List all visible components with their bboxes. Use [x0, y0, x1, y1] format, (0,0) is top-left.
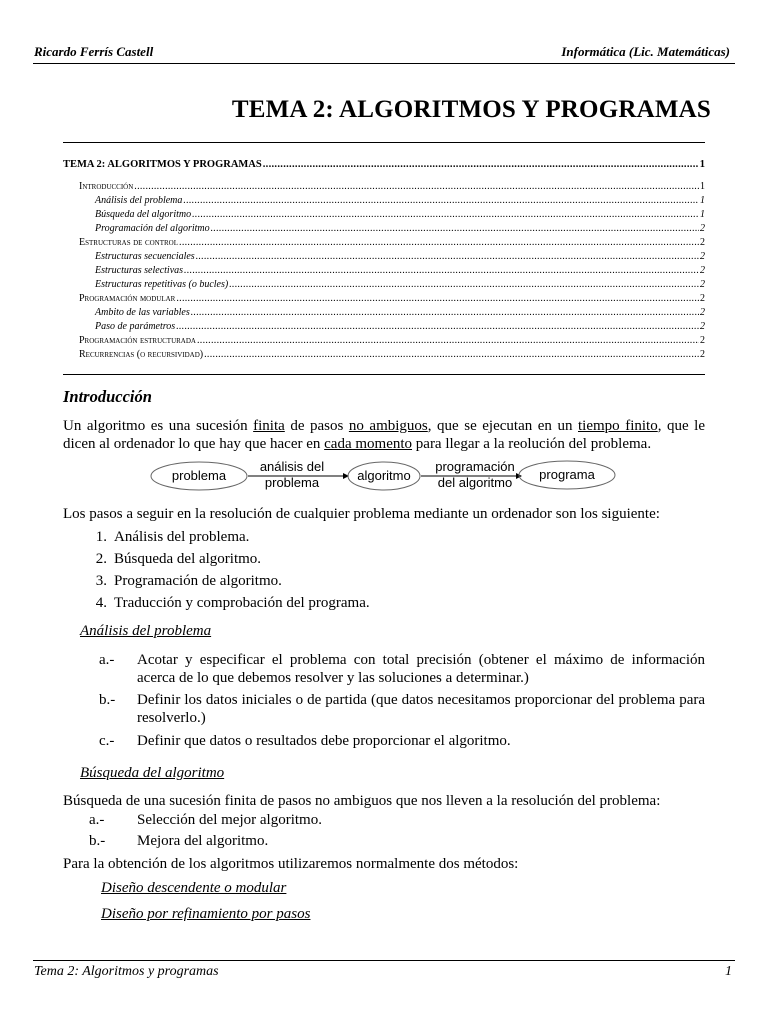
toc-leader-dots [179, 236, 699, 250]
toc-entry-page: 2 [700, 349, 705, 360]
toc-entry[interactable] [63, 194, 705, 208]
toc-entry[interactable] [63, 348, 705, 362]
toc-leader-dots [204, 348, 699, 362]
diagram-arrow1-bottom-label: problema [264, 475, 320, 490]
underlined-term: no ambiguos [348, 418, 428, 434]
toc-leader-dots [229, 278, 699, 292]
toc-entry-page: 2 [700, 251, 705, 262]
item-marker: a.- [89, 812, 105, 828]
diagram-arrow2-bottom-label: del algoritmo [437, 475, 513, 490]
text-run: de pasos [284, 418, 349, 434]
item-text: Mejora del algoritmo. [137, 833, 269, 849]
intro-paragraph [63, 418, 705, 453]
toc-entry[interactable] [63, 236, 705, 250]
footer-page-number: 1 [725, 964, 732, 979]
toc-entry-page: 1 [699, 159, 705, 170]
text-run: , que se ejecutan en un [427, 418, 578, 434]
subsection-heading-analisis: Análisis del problema [80, 623, 212, 639]
toc-entry[interactable] [63, 292, 705, 306]
footer-rule [33, 960, 735, 961]
page-title: TEMA 2: ALGORITMOS Y PROGRAMAS [231, 96, 711, 123]
method-diseno-descendente: Diseño descendente o modular [101, 880, 287, 896]
toc-entry[interactable] [63, 278, 705, 292]
list-item [63, 526, 370, 548]
toc-entry[interactable] [63, 208, 705, 222]
item-text: Selección del mejor algoritmo. [137, 812, 322, 828]
toc-leader-dots [191, 306, 699, 320]
toc-leader-dots [183, 194, 699, 208]
list-number: 4. [95, 595, 107, 611]
busqueda-item-a [89, 812, 695, 830]
toc-rule [63, 374, 705, 375]
toc-entry-page: 1 [700, 195, 705, 206]
toc-entry-label: Programación del algoritmo [95, 223, 210, 234]
algorithm-flow-diagram [148, 454, 620, 498]
diagram-arrow2-top-label: programación [435, 459, 515, 474]
steps-intro: Los pasos a seguir en la resolución de cualquier problema mediante un ordenador son los siguiente: [63, 506, 660, 522]
toc-entry-label: Recurrencias (o recursividad) [79, 349, 204, 360]
steps-list [63, 526, 370, 614]
title-rule [63, 142, 705, 143]
toc-entry-page: 2 [700, 279, 705, 290]
toc-entry[interactable] [63, 264, 705, 278]
toc-leader-dots [192, 208, 699, 222]
busqueda-paragraph: Búsqueda de una sucesión finita de pasos no ambiguos que nos lleven a la resolución del problema: [63, 793, 661, 809]
text-run: Un algoritmo es una sucesión [63, 418, 254, 434]
toc-entry[interactable] [63, 222, 705, 236]
toc-entry-label: Estructuras selectivas [95, 265, 184, 276]
underlined-term: cada momento [324, 435, 413, 452]
toc-entry-page: 2 [700, 265, 705, 276]
toc-entry-label: Estructuras repetitivas (o bucles) [95, 279, 229, 290]
toc-leader-dots [176, 292, 699, 306]
toc-entry-label: Ambito de las variables [95, 307, 190, 318]
item-text: Acotar y especificar el problema con total precisión (obtener el máximo de información acerca de lo que debemos resolver y las soluciones a determinar.) [137, 652, 705, 686]
toc-entry-label: TEMA 2: ALGORITMOS Y PROGRAMAS [63, 159, 262, 170]
toc-leader-dots [176, 320, 699, 334]
item-text: Definir que datos o resultados debe proporcionar el algoritmo. [137, 733, 511, 749]
item-marker: c.- [99, 733, 115, 749]
toc-leader-dots [134, 180, 699, 194]
busqueda-item-b [89, 833, 695, 851]
list-item [63, 570, 370, 592]
list-item [63, 592, 370, 614]
toc-entry[interactable] [63, 334, 705, 348]
underlined-term: tiempo finito [578, 418, 658, 434]
analisis-item-b [99, 692, 705, 727]
toc-entry-label: Análisis del problema [95, 195, 183, 206]
toc-entry-label: Búsqueda del algoritmo [95, 209, 192, 220]
header-rule [33, 63, 735, 64]
toc-entry-page: 2 [700, 293, 705, 304]
toc-entry[interactable] [63, 306, 705, 320]
toc-entry[interactable] [63, 180, 705, 194]
toc-entry-label: Programación modular [79, 293, 176, 304]
method-refinamiento: Diseño por refinamiento por pasos [101, 906, 311, 922]
toc-entry-label: Estructuras de control [79, 237, 179, 248]
analisis-item-a [99, 652, 705, 687]
header-author: Ricardo Ferrís Castell [34, 44, 154, 59]
subsection-heading-busqueda: Búsqueda del algoritmo [80, 765, 225, 781]
text-run: , que le dicen al ordenador lo que hay que hacer en [63, 418, 706, 452]
list-text: Análisis del problema. [114, 529, 250, 545]
item-marker: b.- [99, 692, 116, 708]
list-number: 2. [95, 551, 107, 567]
toc-leader-dots [263, 158, 699, 172]
list-number: 1. [95, 529, 107, 545]
diagram-arrow1-top-label: análisis del [259, 459, 325, 474]
toc-leader-dots [197, 334, 699, 348]
text-run: para llegar a la reolución del problema. [412, 435, 652, 452]
toc-entry-label: Introducción [79, 181, 134, 192]
methods-paragraph: Para la obtención de los algoritmos utilizaremos normalmente dos métodos: [63, 856, 519, 872]
toc-entry-page: 2 [700, 237, 705, 248]
toc-leader-dots [196, 250, 699, 264]
toc-entry[interactable] [63, 158, 705, 172]
list-number: 3. [95, 573, 107, 589]
toc-entry-label: Estructuras secuenciales [95, 251, 195, 262]
list-text: Traducción y comprobación del programa. [114, 595, 370, 611]
underlined-term: finita [253, 418, 285, 434]
toc-entry-page: 2 [700, 321, 705, 332]
item-text: Definir los datos iniciales o de partida (que datos necesitamos proporcionar del problema para resolverlo.) [137, 692, 705, 726]
diagram-node-algoritmo-label: algoritmo [357, 468, 411, 483]
list-text: Búsqueda del algoritmo. [114, 551, 262, 567]
item-marker: b.- [89, 833, 106, 849]
toc-entry-page: 2 [700, 335, 705, 346]
toc-entry-page: 1 [700, 181, 705, 192]
toc-entry-page: 1 [700, 209, 705, 220]
list-text: Programación de algoritmo. [114, 573, 282, 589]
toc-leader-dots [184, 264, 699, 278]
diagram-node-problema-label: problema [171, 468, 227, 483]
section-heading-introduccion: Introducción [63, 387, 152, 406]
list-item [63, 548, 370, 570]
toc-entry[interactable] [63, 320, 705, 334]
toc-entry-label: Programación estructurada [79, 335, 196, 346]
diagram-node-programa-label: programa [539, 467, 595, 482]
toc-entry-page: 2 [700, 223, 705, 234]
table-of-contents [63, 158, 705, 362]
header-course: Informática (Lic. Matemáticas) [561, 44, 730, 59]
footer-title: Tema 2: Algoritmos y programas [34, 964, 219, 979]
toc-leader-dots [211, 222, 699, 236]
toc-entry-page: 2 [700, 307, 705, 318]
item-marker: a.- [99, 652, 115, 668]
toc-entry[interactable] [63, 250, 705, 264]
toc-entry-label: Paso de parámetros [95, 321, 176, 332]
analisis-item-c [99, 733, 705, 751]
